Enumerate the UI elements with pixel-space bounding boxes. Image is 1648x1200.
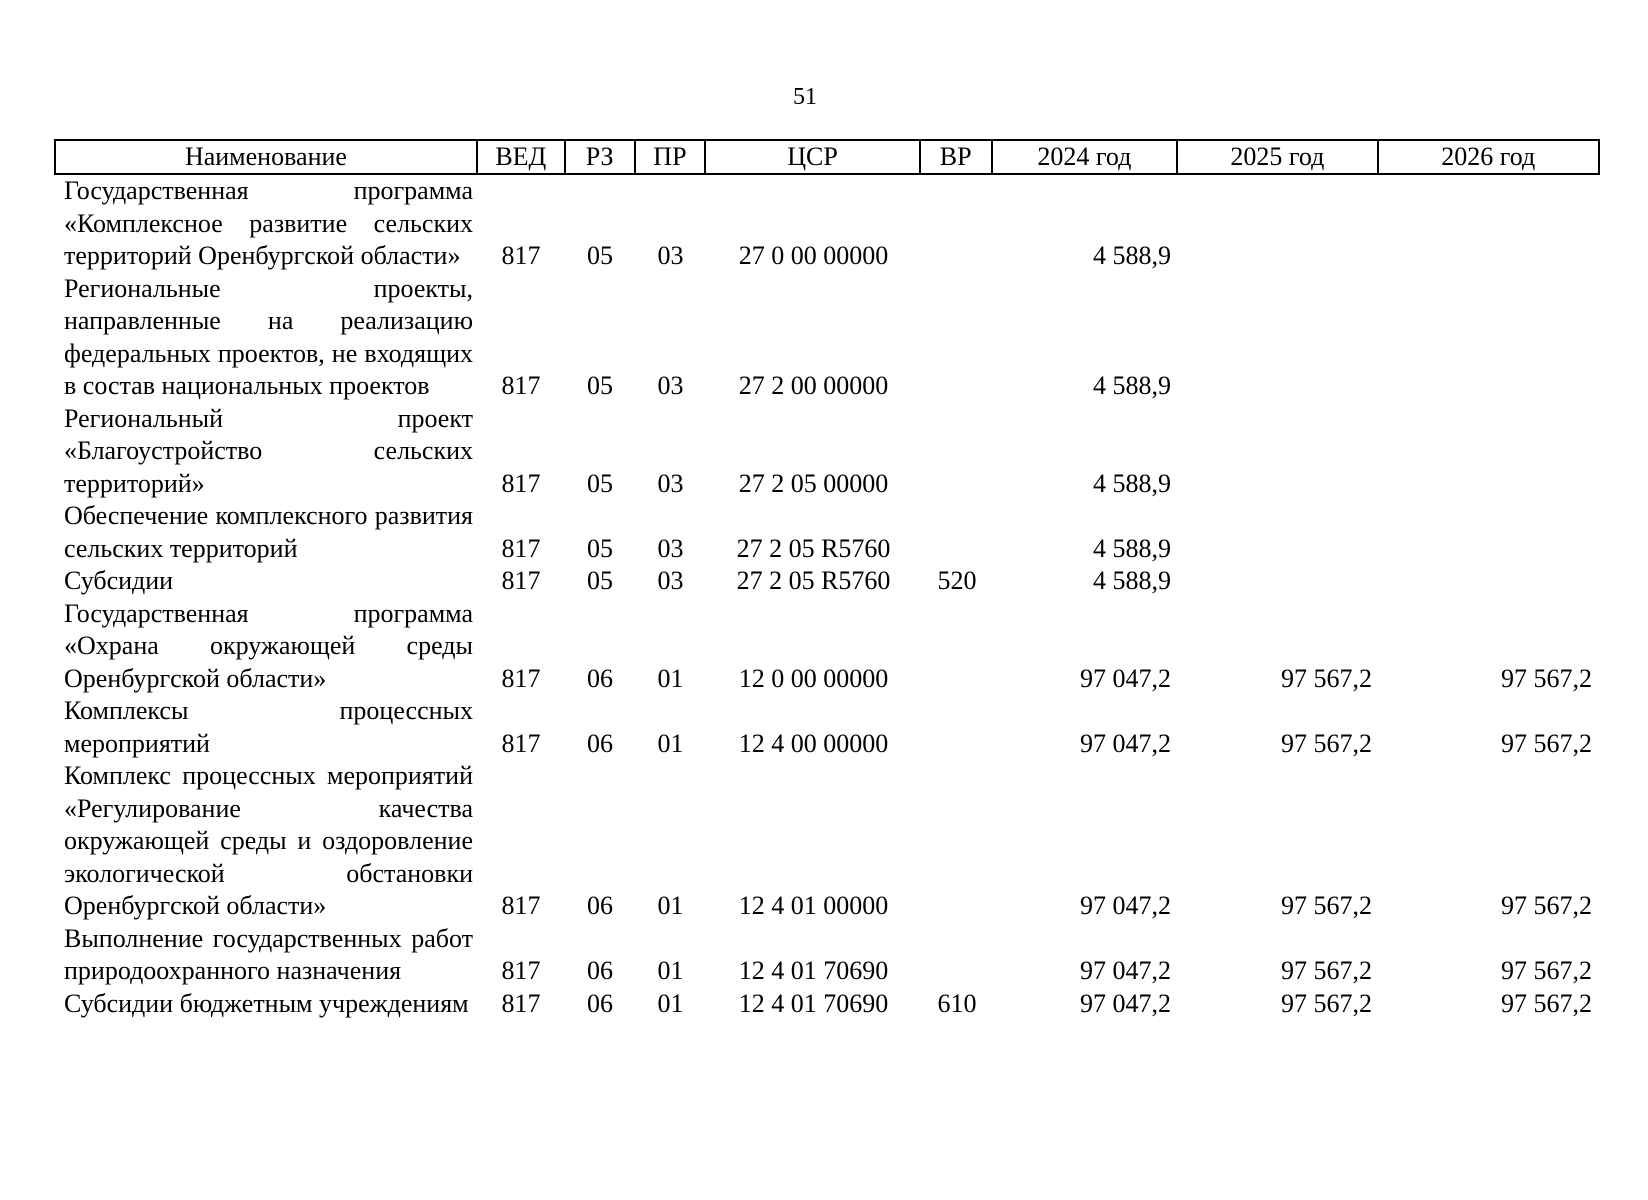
row-pr: 01: [657, 663, 684, 693]
row-vr: 520: [937, 566, 977, 595]
table-row: [54, 988, 1600, 1021]
row-2025: 97 567,2: [1281, 663, 1372, 693]
row-ved: 817: [501, 956, 541, 985]
row-2025: 97 567,2: [1281, 956, 1372, 985]
table-row: [54, 695, 1600, 760]
row-csr: 27 0 00 00000: [738, 241, 889, 270]
row-2024: 4 588,9: [1093, 533, 1171, 563]
row-2024: 97 047,2: [1080, 891, 1171, 920]
row-name: Субсидии бюджетным учреждениям: [64, 988, 469, 1018]
row-rz: 05: [587, 566, 613, 595]
row-2024: 97 047,2: [1080, 956, 1171, 985]
table-row: [54, 598, 1600, 696]
row-ved: 817: [501, 566, 541, 595]
row-rz: 05: [587, 533, 613, 563]
table-row: [54, 175, 1600, 273]
header-csr: ЦСР: [706, 141, 920, 173]
table-row: [54, 273, 1600, 403]
row-2024: 97 047,2: [1080, 728, 1171, 758]
row-ved: 817: [501, 468, 541, 498]
row-name: Комплекс процессных мероприятий «Регулирование качества окружающей среды и оздоровление экологической обстановки Оренбургской области»: [64, 761, 473, 920]
row-ved: 817: [501, 663, 541, 693]
row-2024: 97 047,2: [1080, 988, 1171, 1018]
row-pr: 03: [657, 533, 684, 563]
row-name: Субсидии: [64, 566, 174, 595]
row-ved: 817: [501, 533, 541, 563]
row-rz: 06: [587, 663, 613, 693]
header-vr: ВР: [921, 141, 993, 173]
row-csr: 12 4 01 70690: [738, 956, 889, 985]
row-csr: 27 2 00 00000: [738, 371, 889, 400]
row-rz: 06: [587, 891, 613, 920]
header-2024: 2024 год: [993, 141, 1179, 173]
row-name: Обеспечение комплексного развития сельских территорий: [64, 501, 473, 563]
page-number: 51: [793, 84, 817, 110]
row-ved: 817: [501, 371, 541, 400]
row-ved: 817: [501, 988, 541, 1018]
row-ved: 817: [501, 241, 541, 270]
table-row: [54, 760, 1600, 923]
row-2024: 4 588,9: [1093, 371, 1171, 400]
row-name: Государственная программа «Комплексное развитие сельских территорий Оренбургской области»: [64, 176, 473, 270]
row-pr: 03: [657, 241, 684, 270]
row-2026: 97 567,2: [1501, 728, 1592, 758]
header-2025: 2025 год: [1178, 141, 1378, 173]
row-pr: 01: [657, 956, 684, 985]
row-name: Выполнение государственных работ природоохранного назначения: [64, 923, 473, 985]
row-2025: 97 567,2: [1281, 988, 1372, 1018]
row-name: Комплексы процессных мероприятий: [64, 696, 473, 758]
row-rz: 05: [587, 371, 613, 400]
row-rz: 05: [587, 468, 613, 498]
row-pr: 01: [657, 988, 684, 1018]
row-csr: 27 2 05 R5760: [736, 566, 891, 595]
row-csr: 12 0 00 00000: [738, 663, 889, 693]
table-row: [54, 403, 1600, 501]
row-2026: 97 567,2: [1501, 891, 1592, 920]
header-name: Наименование: [56, 141, 478, 173]
table-row: [54, 565, 1600, 598]
table-row: [54, 923, 1600, 988]
budget-table: [54, 139, 1600, 1020]
header-2026: 2026 год: [1441, 142, 1536, 171]
header-rz: РЗ: [566, 141, 636, 173]
table-header: [54, 139, 1600, 175]
row-pr: 01: [657, 728, 684, 758]
row-pr: 03: [657, 566, 684, 595]
row-2025: 97 567,2: [1281, 728, 1372, 758]
row-csr: 12 4 01 70690: [738, 988, 889, 1018]
row-name: Государственная программа «Охрана окружающей среды Оренбургской области»: [64, 598, 473, 693]
row-pr: 03: [657, 371, 684, 400]
row-rz: 06: [587, 988, 613, 1018]
row-csr: 27 2 05 00000: [738, 468, 889, 498]
row-2024: 4 588,9: [1093, 241, 1171, 270]
row-2024: 4 588,9: [1093, 468, 1171, 498]
header-ved: ВЕД: [478, 141, 566, 173]
row-rz: 05: [587, 241, 613, 270]
row-csr: 27 2 05 R5760: [736, 533, 891, 563]
row-rz: 06: [587, 956, 613, 985]
row-2025: 97 567,2: [1281, 891, 1372, 920]
row-pr: 01: [657, 891, 684, 920]
row-2026: 97 567,2: [1501, 956, 1592, 985]
row-ved: 817: [501, 728, 541, 758]
row-2024: 97 047,2: [1080, 663, 1171, 693]
row-csr: 12 4 00 00000: [738, 728, 889, 758]
row-name: Региональные проекты, направленные на реализацию федеральных проектов, не входящих в состав национальных проектов: [64, 273, 473, 400]
row-name: Региональный проект «Благоустройство сельских территорий»: [64, 403, 473, 498]
row-2024: 4 588,9: [1093, 566, 1171, 595]
row-2026: 97 567,2: [1501, 663, 1592, 693]
header-pr: ПР: [636, 141, 707, 173]
table-row: [54, 500, 1600, 565]
row-2026: 97 567,2: [1501, 988, 1592, 1018]
row-vr: 610: [937, 988, 977, 1018]
row-pr: 03: [657, 468, 684, 498]
row-ved: 817: [501, 891, 541, 920]
row-rz: 06: [587, 728, 613, 758]
row-csr: 12 4 01 00000: [738, 891, 889, 920]
